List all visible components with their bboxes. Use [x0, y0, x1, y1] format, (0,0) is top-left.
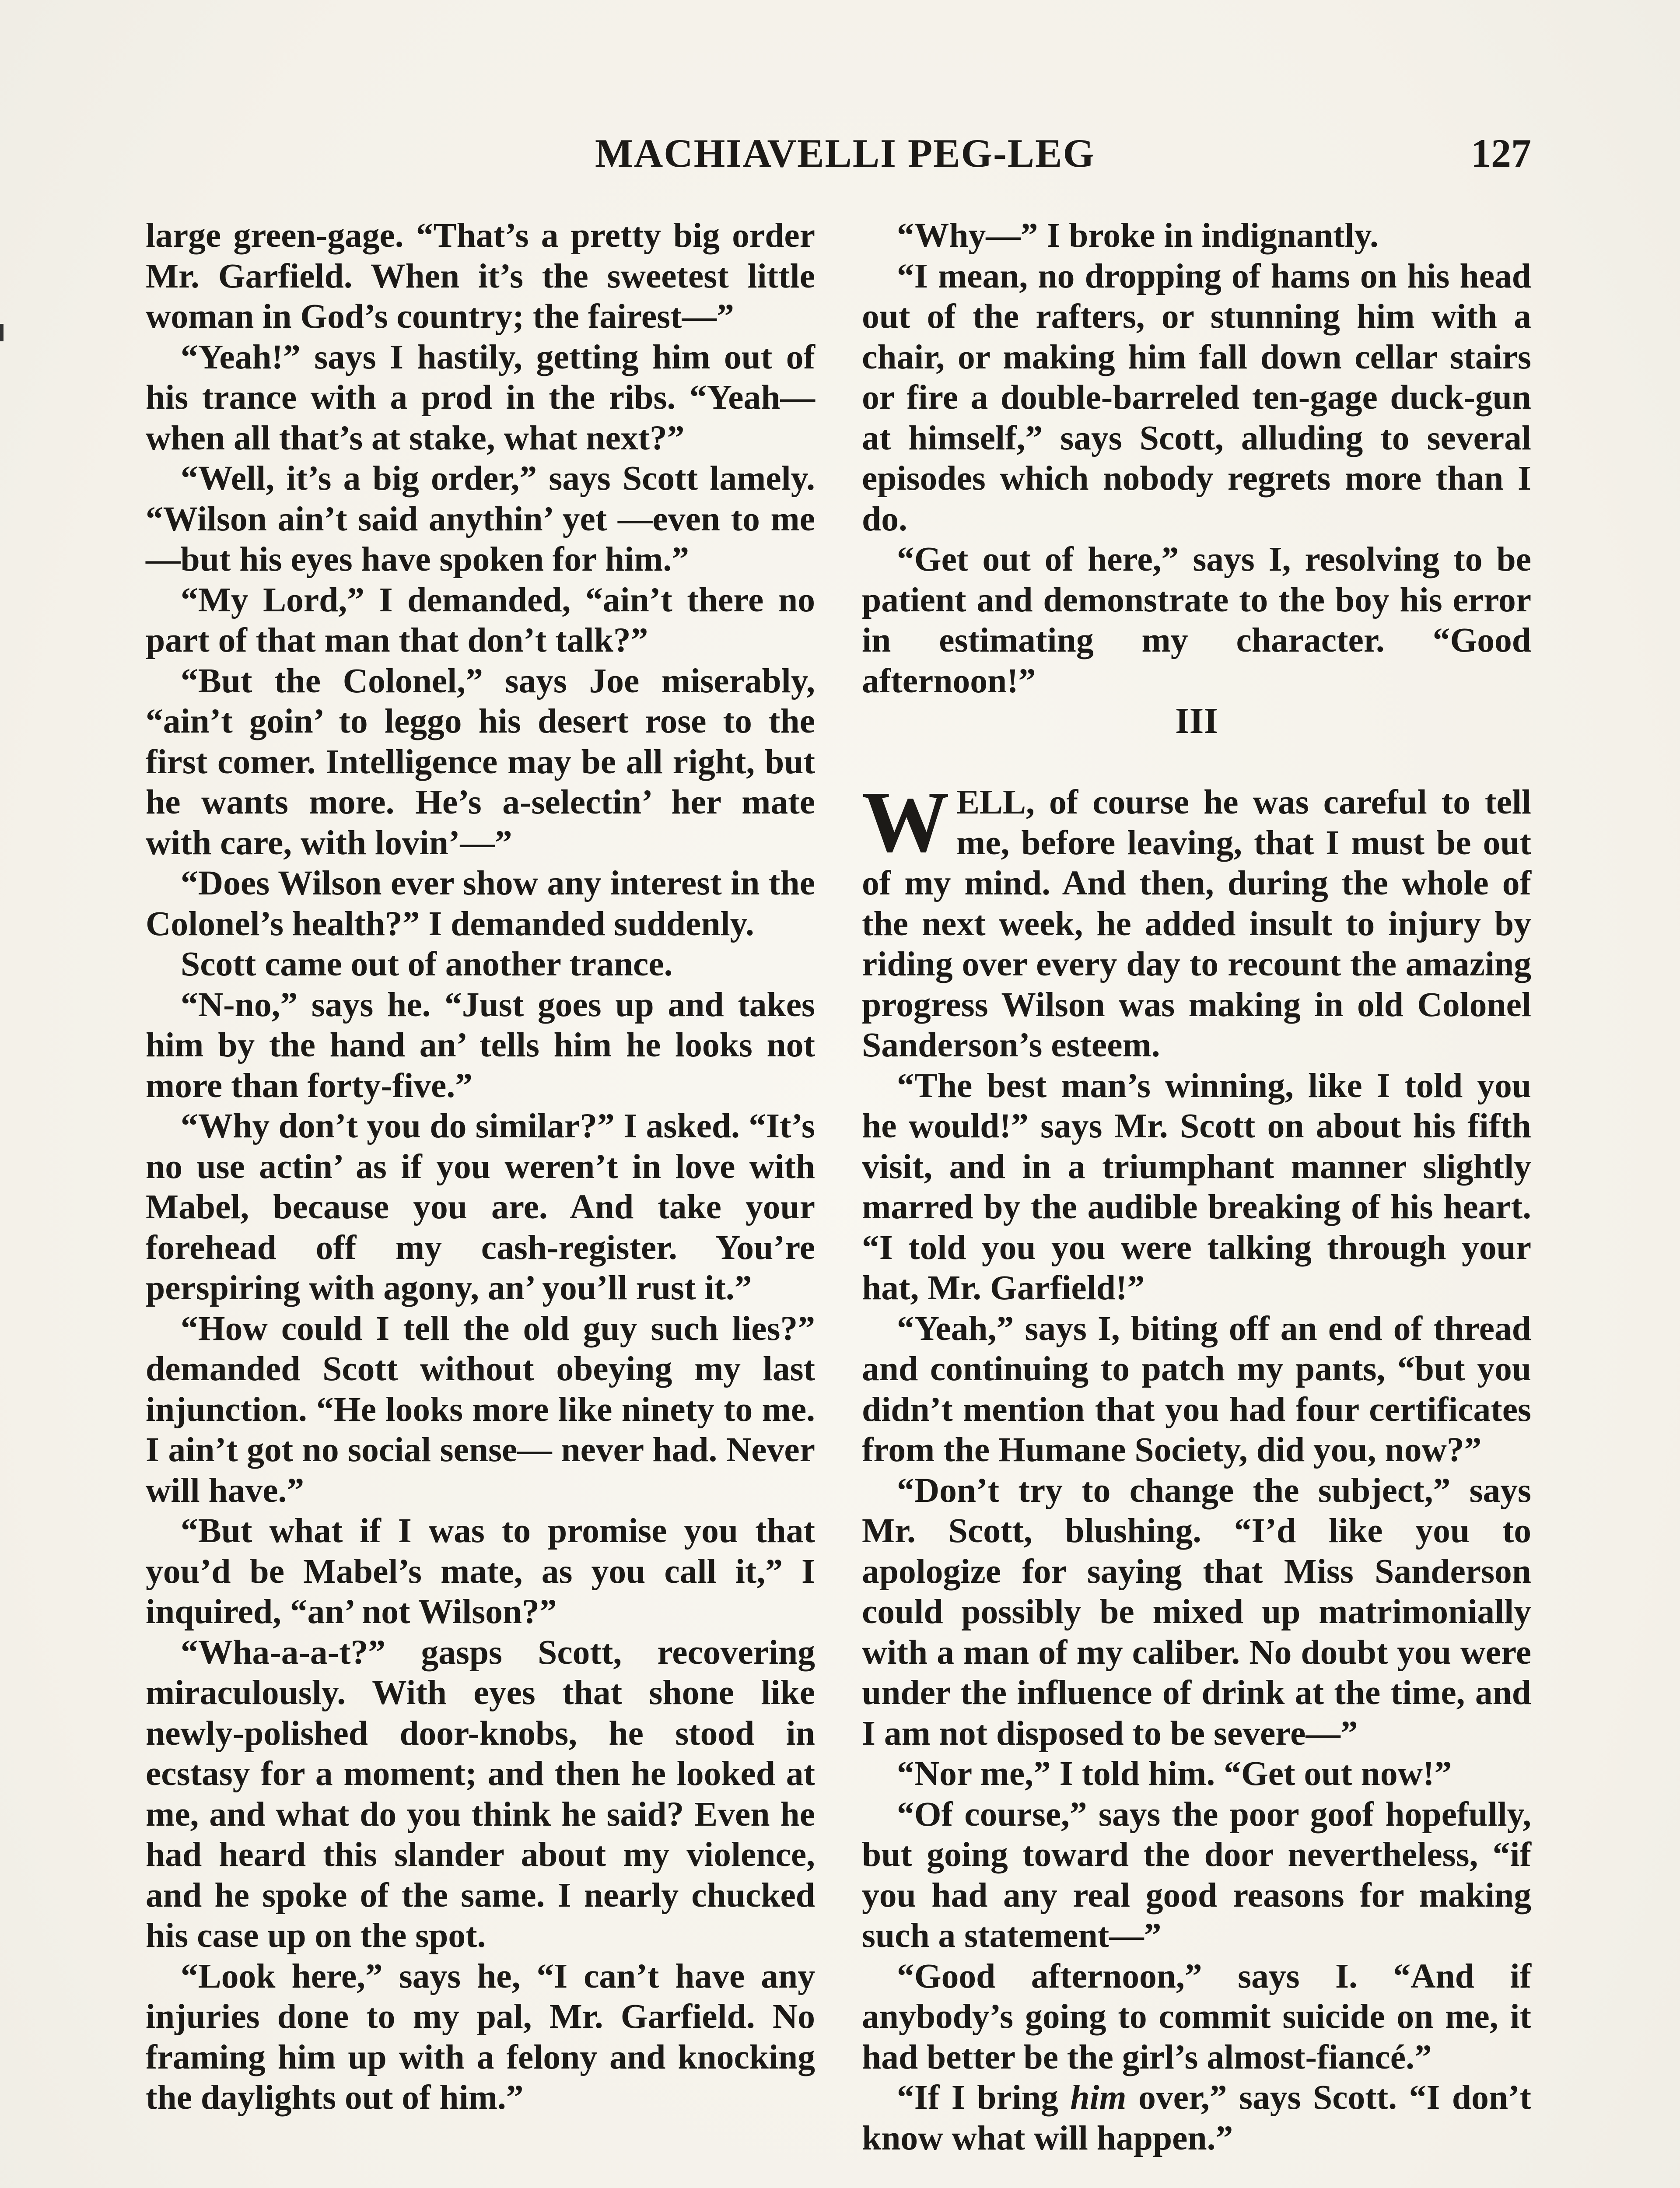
- paragraph-text: over,” says Scott. “I don’t know what will happen.”: [862, 2078, 1531, 2157]
- paragraph: “But the Colonel,” says Joe miserably, “ain’t goin’ to leggo his desert rose to the first comer. Intelligence may be all right, but he wants more. He’s a-selectin’ her mate with care, with lovin’—”: [146, 661, 815, 862]
- paragraph: “Why don’t you do similar?” I asked. “It’s no use actin’ as if you weren’t in love with Mabel, because you are. And take your forehead off my cash-register. You’re perspiring with agony, an’ you’ll rust it.”: [146, 1107, 815, 1307]
- paragraph-text: of course he was careful to tell me, before leaving, that I must be out of my mind. And then, during the whole of the next week, he added insult to injury by riding over every day to recount the amazing progress Wilson was making in old Colonel Sanderson’s esteem.: [862, 783, 1531, 1064]
- page-header: [595, 127, 1531, 179]
- paragraph-text: “If I bring: [897, 2078, 1071, 2117]
- paragraph: “N-no,” says he. “Just goes up and takes him by the hand an’ tells him he looks not more than forty-five.”: [146, 985, 815, 1105]
- paragraph: “I mean, no dropping of hams on his head out of the rafters, or stunning him with a chair, or making him fall down cellar stairs or fire a double-barreled ten-gage duck-gun at himself,” says Scott, alluding to several episodes which nobody regrets more than I do.: [862, 256, 1531, 538]
- paragraph: “How could I tell the old guy such lies?” demanded Scott without obeying my last injunction. “He looks more like ninety to me. I ain’t got no social sense— never had. Never will have.”: [146, 1309, 815, 1510]
- paragraph: “Good afternoon,” says I. “And if anybody’s going to commit suicide on me, it had better be the girl’s almost-fiancé.”: [862, 1957, 1531, 2076]
- right-column: [862, 215, 1531, 2158]
- paragraph: “Of course,” says the poor goof hopefully, but going toward the door nevertheless, “if you had any real good reasons for making such a statement—”: [862, 1795, 1531, 1955]
- paragraph: “My Lord,” I demanded, “ain’t there no part of that man that don’t talk?”: [146, 580, 815, 659]
- page-number: 127: [1471, 131, 1531, 175]
- paragraph: “Get out of here,” says I, resolving to be patient and demonstrate to the boy his error in estimating my character. “Good afternoon!”: [862, 540, 1531, 700]
- paragraph: [862, 2077, 1531, 2158]
- paragraph: large green-gage. “That’s a pretty big order Mr. Garfield. When it’s the sweetest little woman in God’s country; the fairest—”: [146, 216, 815, 336]
- paragraph: “Yeah!” says I hastily, getting him out of his trance with a prod in the ribs. “Yeah—when all that’s at stake, what next?”: [146, 337, 815, 457]
- paragraph: “But what if I was to promise you that you’d be Mabel’s mate, as you call it,” I inquired, “an’ not Wilson?”: [146, 1511, 815, 1631]
- drop-cap: W: [862, 774, 949, 870]
- paragraph: “The best man’s winning, like I told you he would!” says Mr. Scott on about his fifth visit, and in a triumphant manner slightly marred by the audible breaking of his heart. “I told you you were talking through your hat, Mr. Garfield!”: [862, 1066, 1531, 1307]
- paragraph: “Nor me,” I told him. “Get out now!”: [897, 1754, 1452, 1793]
- paragraph-dropcap: [862, 774, 1531, 1066]
- paragraph: “Look here,” says he, “I can’t have any injuries done to my pal, Mr. Garfield. No framing him up with a felony and knocking the daylights out of him.”: [146, 1957, 815, 2117]
- paragraph: Scott came out of another trance.: [181, 945, 673, 983]
- paragraph: “Why—” I broke in indignantly.: [897, 216, 1379, 255]
- section-heading: III: [1175, 701, 1218, 741]
- margin-mark: [0, 324, 4, 341]
- paragraph: “Don’t try to change the subject,” says Mr. Scott, blushing. “I’d like you to apologize for saying that Miss Sanderson could possibly be mixed up matrimonially with a man of my caliber. No doubt you were under the influence of drink at the time, and I am not disposed to be severe—”: [862, 1471, 1531, 1753]
- paragraph: “Wha-a-a-t?” gasps Scott, recovering miraculously. With eyes that shone like newly-polished door-knobs, he stood in ecstasy for a moment; and then he looked at me, and what do you think he said? Even he had heard this slander about my violence, and he spoke of the same. I nearly chucked his case up on the spot.: [146, 1633, 815, 1955]
- paragraph: “Well, it’s a big order,” says Scott lamely. “Wilson ain’t said anythin’ yet —even to me—but his eyes have spoken for him.”: [146, 459, 815, 579]
- smallcaps-lead: ELL,: [956, 783, 1035, 821]
- left-column: [146, 215, 815, 2118]
- paragraph: “Does Wilson ever show any interest in the Colonel’s health?” I demanded suddenly.: [146, 864, 815, 943]
- paragraph: “Yeah,” says I, biting off an end of thread and continuing to patch my pants, “but you didn’t mention that you had four certificates from the Humane Society, did you, now?”: [862, 1309, 1531, 1469]
- running-title: MACHIAVELLI PEG-LEG: [595, 131, 1096, 175]
- emphasis-text: him: [1070, 2078, 1127, 2117]
